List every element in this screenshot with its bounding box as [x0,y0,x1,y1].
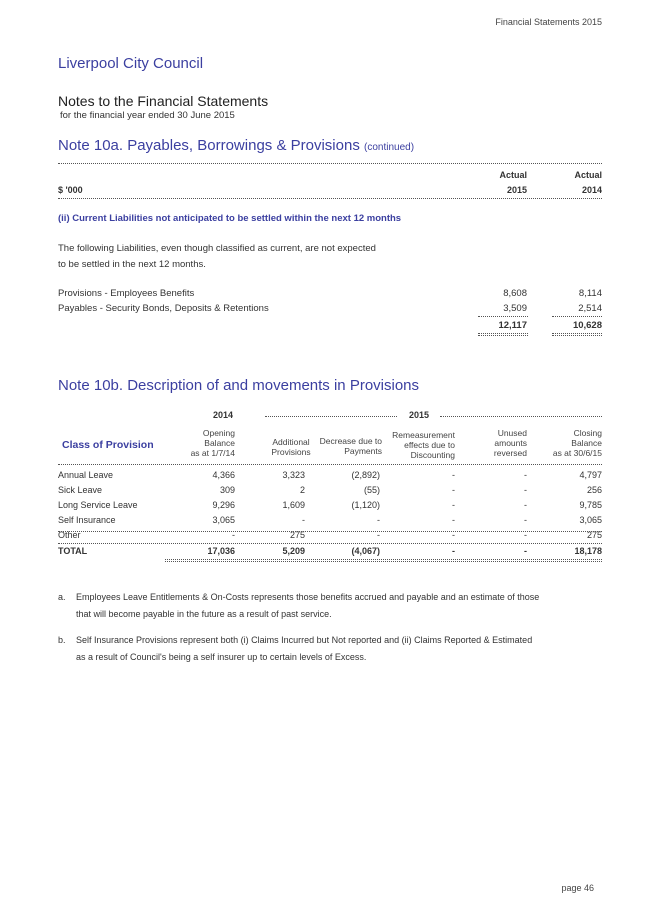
movement-cell: 3,065 [579,515,602,525]
note-10a-title [58,137,414,154]
movements-double-rule-a [165,559,602,560]
movement-cell: - [452,530,455,540]
footnote-b-text [76,632,606,666]
movement-cell: 2 [299,485,305,495]
col-closing-line2: Balance [571,438,602,448]
row-label-payables: Payables - Security Bonds, Deposits & Retentions [58,303,269,314]
col-opening-line3: as at 1/7/14 [190,448,235,458]
divider-top [58,163,602,164]
movement-cell: 4,366 [212,470,235,480]
col-header-actual-2014-line1: Actual [574,170,602,180]
col-decrease-line2: Payments [344,446,382,456]
movement-row-label: Sick Leave [58,485,103,495]
footnote-b-marker: b. [58,635,66,645]
movement-cell: - [524,485,527,495]
paragraph-line1: The following Liabilities, even though classified as current, are not expected [58,243,376,254]
col-header-actual-2015-line1: Actual [499,170,527,180]
total-opening: 17,036 [207,546,235,556]
total-rule-2014-b [552,335,602,336]
row-value-payables-2014: 2,514 [578,303,602,314]
row-value-provisions-2014: 8,114 [578,288,602,299]
movement-cell: - [524,530,527,540]
col-decrease-payments-header [304,436,382,456]
continued-label: (continued) [364,142,415,153]
movement-cell: 3,323 [282,470,305,480]
col-opening-line2: Balance [204,438,235,448]
movement-cell: 9,296 [212,500,235,510]
movement-cell: - [232,530,235,540]
total-decrease: (4,067) [351,546,380,556]
section-ii-title: (ii) Current Liabilities not anticipated to be settled within the next 12 months [58,213,402,224]
col-closing-line3: as at 30/6/15 [552,448,602,458]
col-header-actual-2015-line2: 2015 [506,185,527,195]
movements-total-rule [58,543,602,544]
movement-cell: 275 [586,530,602,540]
col-additional-line1: Additional [272,437,310,447]
movement-cell: 9,785 [579,500,602,510]
total-remeasurement: - [452,546,455,556]
running-header: Financial Statements 2015 [495,17,602,27]
col-remeasurement-header [380,430,455,460]
movement-cell: (1,120) [351,500,380,510]
footnote-a-line2: that will become payable in the future as a result of past service. [76,609,332,619]
movement-cell: - [524,515,527,525]
movement-cell: - [452,500,455,510]
movement-row-label: Long Service Leave [58,500,138,510]
movement-cell: - [377,515,380,525]
movement-cell: - [377,530,380,540]
col-additional-line2: Provisions [271,447,311,457]
col-decrease-line1: Decrease due to [319,436,382,446]
currency-label: $ '000 [58,185,83,195]
movement-row-label: Self Insurance [58,515,116,525]
subtotal-rule-2015 [478,316,528,317]
col-unused-line1: Unused [497,428,527,438]
footnote-b-line2: as a result of Council's being a self insurer up to certain levels of Excess. [76,652,367,662]
total-unused: - [524,546,527,556]
total-closing: 18,178 [574,546,602,556]
footnote-a-marker: a. [58,592,66,602]
row-value-provisions-2015: 8,608 [503,288,527,299]
movement-cell: 275 [289,530,305,540]
year-rule-left [265,416,397,417]
movement-cell: (55) [363,485,380,495]
row-label-provisions: Provisions - Employees Benefits [58,288,195,299]
movement-cell: 309 [219,485,235,495]
movement-cell: 3,065 [212,515,235,525]
movements-double-rule-b [165,561,602,562]
movement-cell: 1,609 [282,500,305,510]
col-opening-line1: Opening [202,428,235,438]
divider-header [58,198,602,199]
class-of-provision-header: Class of Provision [62,439,154,451]
note-10a-title-text: Note 10a. Payables, Borrowings & Provisions [58,137,360,154]
year-rule-right [440,416,602,417]
movement-cell: - [452,470,455,480]
movement-row-label: Other [58,530,81,540]
col-remeasurement-line1: Remeasurement [392,430,455,440]
note-10b-title: Note 10b. Description of and movements in Provisions [58,377,420,394]
movements-total-label: TOTAL [58,546,88,556]
movement-cell: 4,797 [579,470,602,480]
movement-row-label: Annual Leave [58,470,114,480]
total-rule-2014-a [552,333,602,334]
col-remeasurement-line3: Discounting [410,450,455,460]
movements-header-rule [58,464,602,465]
paragraph-line2: to be settled in the next 12 months. [58,259,206,270]
movement-cell: - [302,515,305,525]
total-additional: 5,209 [282,546,305,556]
total-rule-2015-b [478,335,528,336]
row-value-payables-2015: 3,509 [503,303,527,314]
footnote-a-line1: Employees Leave Entitlements & On-Costs represents those benefits accrued and payable and an estimate of those [76,592,540,602]
col-header-actual-2014-line2: 2014 [581,185,602,195]
movement-cell: 256 [586,485,602,495]
col-opening-balance-header [165,428,235,458]
movement-cell: - [452,515,455,525]
col-unused-reversed-header [470,428,527,458]
year-2015-label: 2015 [409,410,430,420]
notes-subtitle: for the financial year ended 30 June 2015 [60,110,235,121]
subtotal-rule-2014 [552,316,602,317]
year-2014-label: 2014 [213,410,234,420]
total-2014: 10,628 [572,320,602,331]
total-2015: 12,117 [498,320,527,331]
col-unused-line3: reversed [493,448,527,458]
other-row-rule [58,531,602,532]
notes-title: Notes to the Financial Statements [58,93,269,109]
movement-cell: - [452,485,455,495]
col-remeasurement-line2: effects due to [404,440,455,450]
col-closing-balance-header [530,428,602,458]
footnote-a-text [76,589,606,623]
total-rule-2015-a [478,333,528,334]
movement-cell: - [524,500,527,510]
footnote-b-line1: Self Insurance Provisions represent both (i) Claims Incurred but Not reported and (ii) Claims Reported & Estimated [76,635,533,645]
page-number: page 46 [561,883,594,893]
col-closing-line1: Closing [573,428,602,438]
movement-cell: - [524,470,527,480]
col-unused-line2: amounts [494,438,527,448]
movement-cell: (2,892) [351,470,380,480]
council-name: Liverpool City Council [58,55,204,72]
